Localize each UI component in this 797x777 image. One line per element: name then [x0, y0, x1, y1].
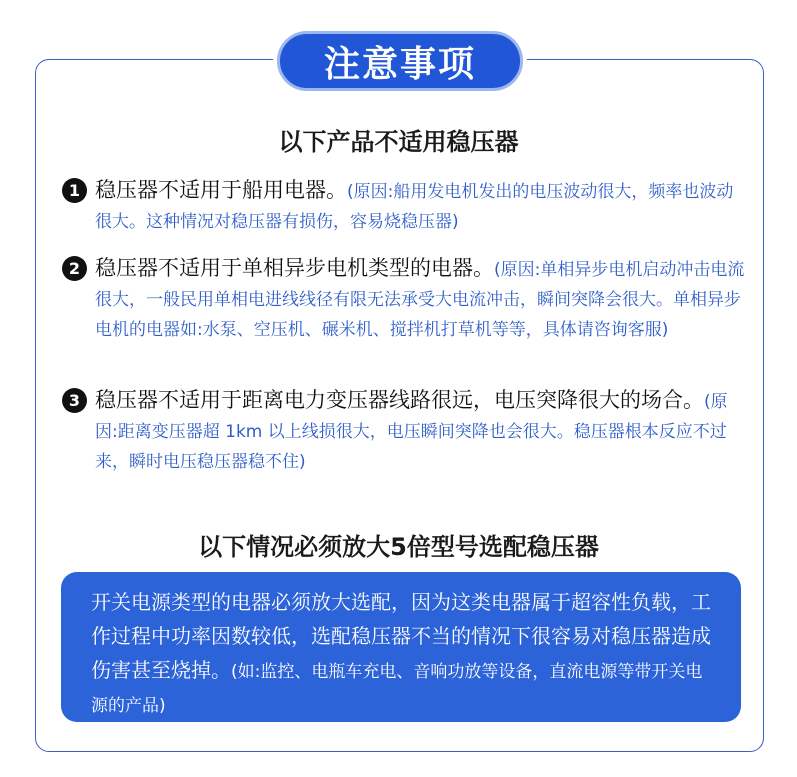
list-item: [62, 175, 746, 237]
list-item-main: 稳压器不适用于距离电力变压器线路很远，电压突降很大的场合。: [95, 388, 704, 412]
number-one-icon: 1: [62, 178, 87, 203]
number-two-icon: 2: [62, 256, 87, 281]
page-title: 注意事项: [277, 31, 523, 91]
section-heading-upsize-5x: 以下情况必须放大5倍型号选配稳压器: [198, 533, 599, 561]
notice-main-text: 开关电源类型的电器必须放大选配，因为这类电器属于超容性负载，工作过程中功率因数较低，选配稳压器不当的情况下很容易对稳压器造成伤害甚至烧掉。: [91, 590, 711, 682]
section-heading-unsuitable-products: 以下产品不适用稳压器: [278, 128, 519, 156]
switching-power-notice-box: [61, 572, 741, 722]
list-item-text: [95, 175, 746, 237]
number-three-icon: 3: [62, 388, 87, 413]
list-item-reason: (原因:单相异步电机启动冲击电流很大，一般民用单相电进线线径有限无法承受大电流冲击，瞬间突降会很大。单相异步电机的电器如:水泵、空压机、碾米机、搅拌机打草机等等，具体请咨询客服): [95, 260, 745, 340]
title-badge: [273, 27, 527, 95]
list-item-reason: (原因:距离变压器超 1km 以上线损很大，电压瞬间突降也会很大。稳压器根本反应不过来，瞬时电压稳压器稳不住): [95, 392, 728, 472]
list-item-text: [95, 253, 746, 345]
list-item-reason: (原因:船用发电机发出的电压波动很大，频率也波动很大。这种情况对稳压器有损伤，容易烧稳压器): [95, 182, 734, 232]
list-item-main: 稳压器不适用于单相异步电机类型的电器。: [95, 256, 494, 280]
list-item: [62, 253, 746, 345]
list-item: [62, 385, 746, 477]
notice-example-text: (如:监控、电瓶车充电、音响功放等设备，直流电源等带开关电源的产品): [91, 662, 703, 716]
list-item-text: [95, 385, 746, 477]
list-item-main: 稳压器不适用于船用电器。: [95, 178, 347, 202]
